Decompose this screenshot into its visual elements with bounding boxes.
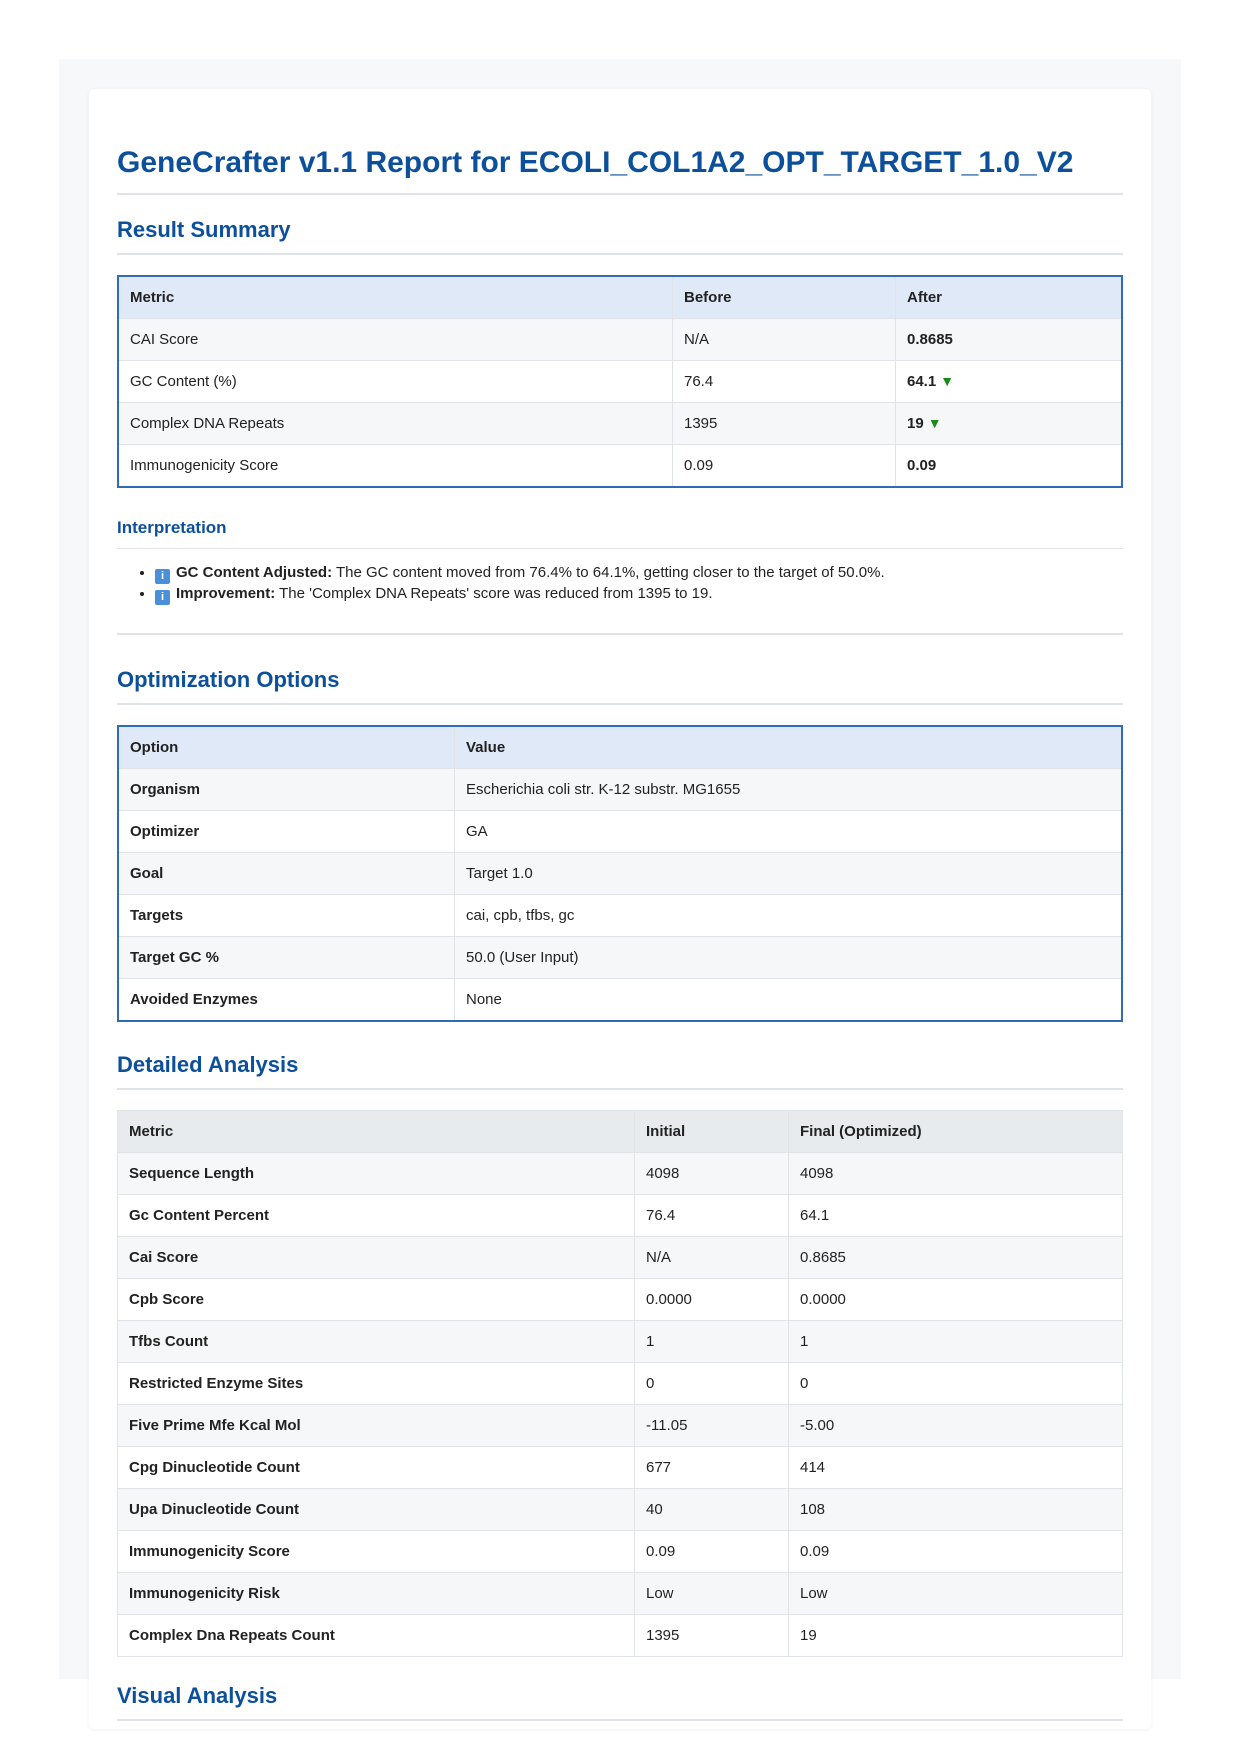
col-header-value: Value: [455, 726, 1123, 769]
report-card: [89, 89, 1151, 1729]
list-item: [155, 563, 1123, 584]
table-row: [118, 319, 1122, 361]
col-header-initial: Initial: [635, 1111, 789, 1153]
table-row: [118, 979, 1122, 1022]
table-row: [118, 1195, 1123, 1237]
cell-after: [896, 361, 1123, 403]
cell-after: [896, 319, 1123, 361]
info-icon: i: [155, 590, 170, 605]
cell-final: 64.1: [789, 1195, 1123, 1237]
result-summary-table: [117, 275, 1123, 488]
table-row: [118, 1153, 1123, 1195]
cell-metric: Complex Dna Repeats Count: [118, 1615, 635, 1657]
table-header-row: [118, 1111, 1123, 1153]
cell-option: Goal: [118, 853, 455, 895]
cell-initial: 76.4: [635, 1195, 789, 1237]
item-label: Improvement:: [176, 585, 276, 602]
interpretation-section: [117, 516, 1123, 605]
cell-after: [896, 445, 1123, 488]
detailed-analysis-heading: Detailed Analysis: [117, 1048, 1123, 1090]
cell-metric: Five Prime Mfe Kcal Mol: [118, 1405, 635, 1447]
cell-final: 0.09: [789, 1531, 1123, 1573]
cell-value: Escherichia coli str. K-12 substr. MG1655: [455, 769, 1123, 811]
cell-metric: Tfbs Count: [118, 1321, 635, 1363]
item-text: The GC content moved from 76.4% to 64.1%, getting closer to the target of 50.0%.: [332, 564, 885, 581]
cell-before: 1395: [673, 403, 896, 445]
cell-final: 1: [789, 1321, 1123, 1363]
after-value: 64.1: [907, 373, 937, 390]
cell-value: cai, cpb, tfbs, gc: [455, 895, 1123, 937]
cell-option: Organism: [118, 769, 455, 811]
cell-value: GA: [455, 811, 1123, 853]
cell-metric: GC Content (%): [118, 361, 673, 403]
cell-final: 4098: [789, 1153, 1123, 1195]
col-header-metric: Metric: [118, 1111, 635, 1153]
cell-final: 0: [789, 1363, 1123, 1405]
cell-final: 0.8685: [789, 1237, 1123, 1279]
cell-metric: Cpb Score: [118, 1279, 635, 1321]
cell-metric: Immunogenicity Risk: [118, 1573, 635, 1615]
cell-initial: N/A: [635, 1237, 789, 1279]
col-header-after: After: [896, 276, 1123, 319]
cell-initial: 1: [635, 1321, 789, 1363]
interpretation-heading: Interpretation: [117, 516, 1123, 549]
cell-initial: 677: [635, 1447, 789, 1489]
cell-initial: 1395: [635, 1615, 789, 1657]
cell-metric: Immunogenicity Score: [118, 1531, 635, 1573]
table-header-row: [118, 726, 1122, 769]
cell-before: N/A: [673, 319, 896, 361]
cell-value: Target 1.0: [455, 853, 1123, 895]
table-row: [118, 853, 1122, 895]
table-row: [118, 1447, 1123, 1489]
cell-final: 0.0000: [789, 1279, 1123, 1321]
cell-option: Optimizer: [118, 811, 455, 853]
cell-option: Targets: [118, 895, 455, 937]
item-text: The 'Complex DNA Repeats' score was reduced from 1395 to 19.: [275, 585, 713, 602]
cell-value: None: [455, 979, 1123, 1022]
cell-metric: Gc Content Percent: [118, 1195, 635, 1237]
result-summary-heading: Result Summary: [117, 213, 1123, 255]
table-row: [118, 937, 1122, 979]
after-value: 0.09: [907, 457, 937, 474]
table-row: [118, 1321, 1123, 1363]
table-row: [118, 403, 1122, 445]
cell-metric: Sequence Length: [118, 1153, 635, 1195]
table-row: [118, 1489, 1123, 1531]
table-row: [118, 1237, 1123, 1279]
cell-initial: 40: [635, 1489, 789, 1531]
cell-initial: 0.0000: [635, 1279, 789, 1321]
list-item: [155, 584, 1123, 605]
cell-initial: 0: [635, 1363, 789, 1405]
report-content: [117, 141, 1123, 1721]
cell-final: 108: [789, 1489, 1123, 1531]
cell-metric: CAI Score: [118, 319, 673, 361]
cell-metric: Cai Score: [118, 1237, 635, 1279]
after-value: 19: [907, 415, 924, 432]
cell-initial: 0.09: [635, 1531, 789, 1573]
cell-final: Low: [789, 1573, 1123, 1615]
col-header-metric: Metric: [118, 276, 673, 319]
report-title: GeneCrafter v1.1 Report for ECOLI_COL1A2_OPT_TARGET_1.0_V2: [117, 141, 1123, 195]
cell-metric: Cpg Dinucleotide Count: [118, 1447, 635, 1489]
cell-metric: Complex DNA Repeats: [118, 403, 673, 445]
col-header-before: Before: [673, 276, 896, 319]
cell-initial: -11.05: [635, 1405, 789, 1447]
after-value: 0.8685: [907, 331, 953, 348]
cell-final: 414: [789, 1447, 1123, 1489]
cell-initial: Low: [635, 1573, 789, 1615]
table-row: [118, 811, 1122, 853]
cell-option: Target GC %: [118, 937, 455, 979]
cell-metric: Immunogenicity Score: [118, 445, 673, 488]
item-label: GC Content Adjusted:: [176, 564, 333, 581]
table-row: [118, 769, 1122, 811]
interpretation-list: [117, 563, 1123, 605]
col-header-option: Option: [118, 726, 455, 769]
section-divider: [117, 633, 1123, 635]
table-row: [118, 361, 1122, 403]
down-arrow-icon: ▼: [940, 373, 955, 389]
cell-final: 19: [789, 1615, 1123, 1657]
cell-after: [896, 403, 1123, 445]
table-row: [118, 1531, 1123, 1573]
visual-analysis-heading: Visual Analysis: [117, 1679, 1123, 1721]
cell-metric: Restricted Enzyme Sites: [118, 1363, 635, 1405]
table-row: [118, 1573, 1123, 1615]
table-row: [118, 1363, 1123, 1405]
cell-metric: Upa Dinucleotide Count: [118, 1489, 635, 1531]
table-header-row: [118, 276, 1122, 319]
cell-before: 76.4: [673, 361, 896, 403]
table-row: [118, 445, 1122, 488]
table-row: [118, 1615, 1123, 1657]
down-arrow-icon: ▼: [927, 415, 942, 431]
optimization-options-heading: Optimization Options: [117, 663, 1123, 705]
page-background: [59, 59, 1181, 1708]
info-icon: i: [155, 569, 170, 584]
detailed-analysis-table: [117, 1110, 1123, 1657]
cell-initial: 4098: [635, 1153, 789, 1195]
cell-final: -5.00: [789, 1405, 1123, 1447]
col-header-final: Final (Optimized): [789, 1111, 1123, 1153]
table-row: [118, 1405, 1123, 1447]
cell-before: 0.09: [673, 445, 896, 488]
cell-option: Avoided Enzymes: [118, 979, 455, 1022]
table-row: [118, 1279, 1123, 1321]
table-row: [118, 895, 1122, 937]
optimization-options-table: [117, 725, 1123, 1022]
cell-value: 50.0 (User Input): [455, 937, 1123, 979]
